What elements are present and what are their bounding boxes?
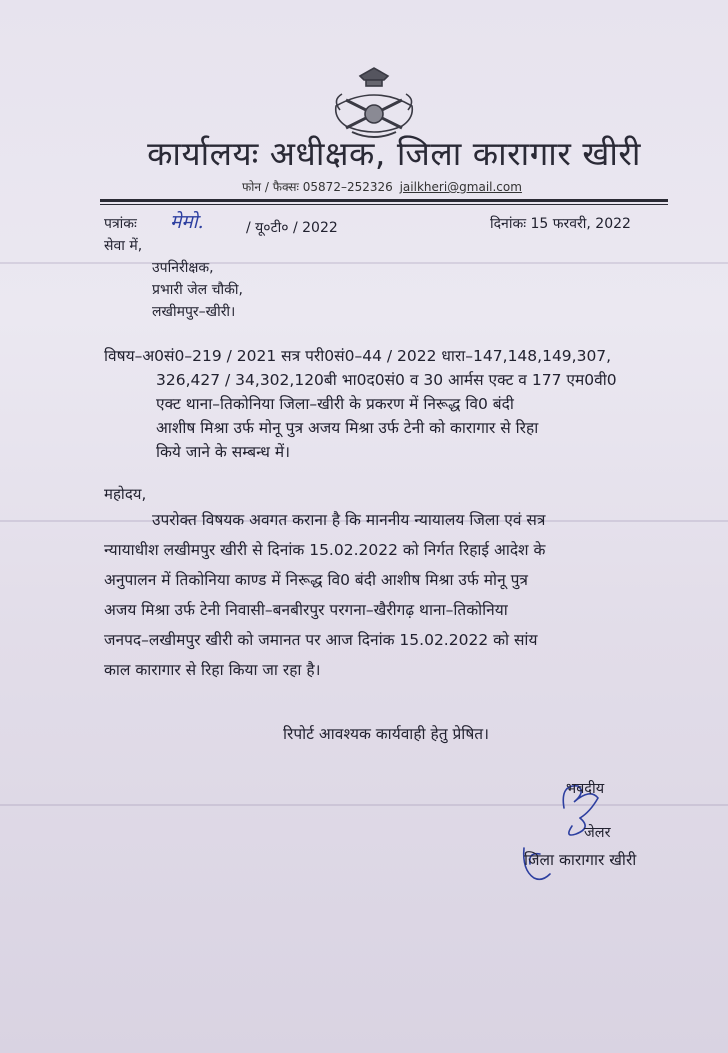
addressee-salutation: सेवा में, — [104, 238, 143, 254]
subject-line: आशीष मिश्रा उर्फ मोनू पुत्र अजय मिश्रा उर्फ टेनी को कारागार से रिहा — [156, 419, 539, 437]
signatory-office: जिला कारागार खीरी — [524, 851, 637, 869]
header-rule-thin — [100, 204, 668, 205]
letter-body — [104, 505, 680, 685]
body-line: अजय मिश्रा उर्फ टेनी निवासी–बनबीरपुर परगना–खैरीगढ़ थाना–तिकोनिया — [104, 601, 508, 619]
subject-line: 326,427 / 34,302,120बी भा0द0सं0 व 30 आर्मस एक्ट व 177 एम0वी0 — [156, 371, 617, 389]
subject-line: विषय–अ0सं0–219 / 2021 सत्र परी0सं0–44 / 2022 धारा–147,148,149,307, — [104, 347, 612, 365]
letter-date: दिनांकः 15 फरवरी, 2022 — [490, 216, 631, 232]
paper-fold — [0, 262, 728, 264]
phone-number: 05872–252326 — [302, 180, 393, 194]
signatory-designation: जेलर — [584, 825, 611, 841]
report-line: रिपोर्ट आवश्यक कार्यवाही हेतु प्रेषित। — [283, 725, 489, 743]
addressee-line: लखीमपुर–खीरी। — [152, 304, 236, 320]
addressee-line: उपनिरीक्षक, — [152, 260, 214, 276]
contact-label: फोन / फैक्सः — [242, 180, 299, 194]
body-line: काल कारागार से रिहा किया जा रहा है। — [104, 661, 321, 679]
contact-line — [242, 178, 522, 195]
reference-handwritten: मेमो. — [170, 211, 204, 233]
subject-block — [104, 344, 684, 464]
greeting: महोदय, — [104, 485, 147, 503]
subject-line: किये जाने के सम्बन्ध में। — [156, 443, 290, 461]
subject-line: एक्ट थाना–तिकोनिया जिला–खीरी के प्रकरण में निरूद्ध वि0 बंदी — [156, 395, 514, 413]
reference-label: पत्रांकः — [104, 216, 137, 232]
addressee-line: प्रभारी जेल चौकी, — [152, 282, 243, 298]
header-rule — [100, 199, 668, 202]
email-address: jailkheri@gmail.com — [399, 180, 522, 194]
reference-number: / यू०टी० / 2022 — [246, 220, 338, 236]
office-title: कार्यालयः अधीक्षक, जिला कारागार खीरी — [147, 134, 641, 173]
body-line: उपरोक्त विषयक अवगत कराना है कि माननीय न्यायालय जिला एवं सत्र — [152, 511, 546, 529]
closing-yours: भवदीय — [566, 781, 605, 797]
body-line: न्यायाधीश लखीमपुर खीरी से दिनांक 15.02.2022 को निर्गत रिहाई आदेश के — [104, 541, 546, 559]
body-line: अनुपालन में तिकोनिया काण्ड में निरूद्ध वि0 बंदी आशीष मिश्रा उर्फ मोनू पुत्र — [104, 571, 528, 589]
body-line: जनपद–लखीमपुर खीरी को जमानत पर आज दिनांक 15.02.2022 को सांय — [104, 631, 538, 649]
